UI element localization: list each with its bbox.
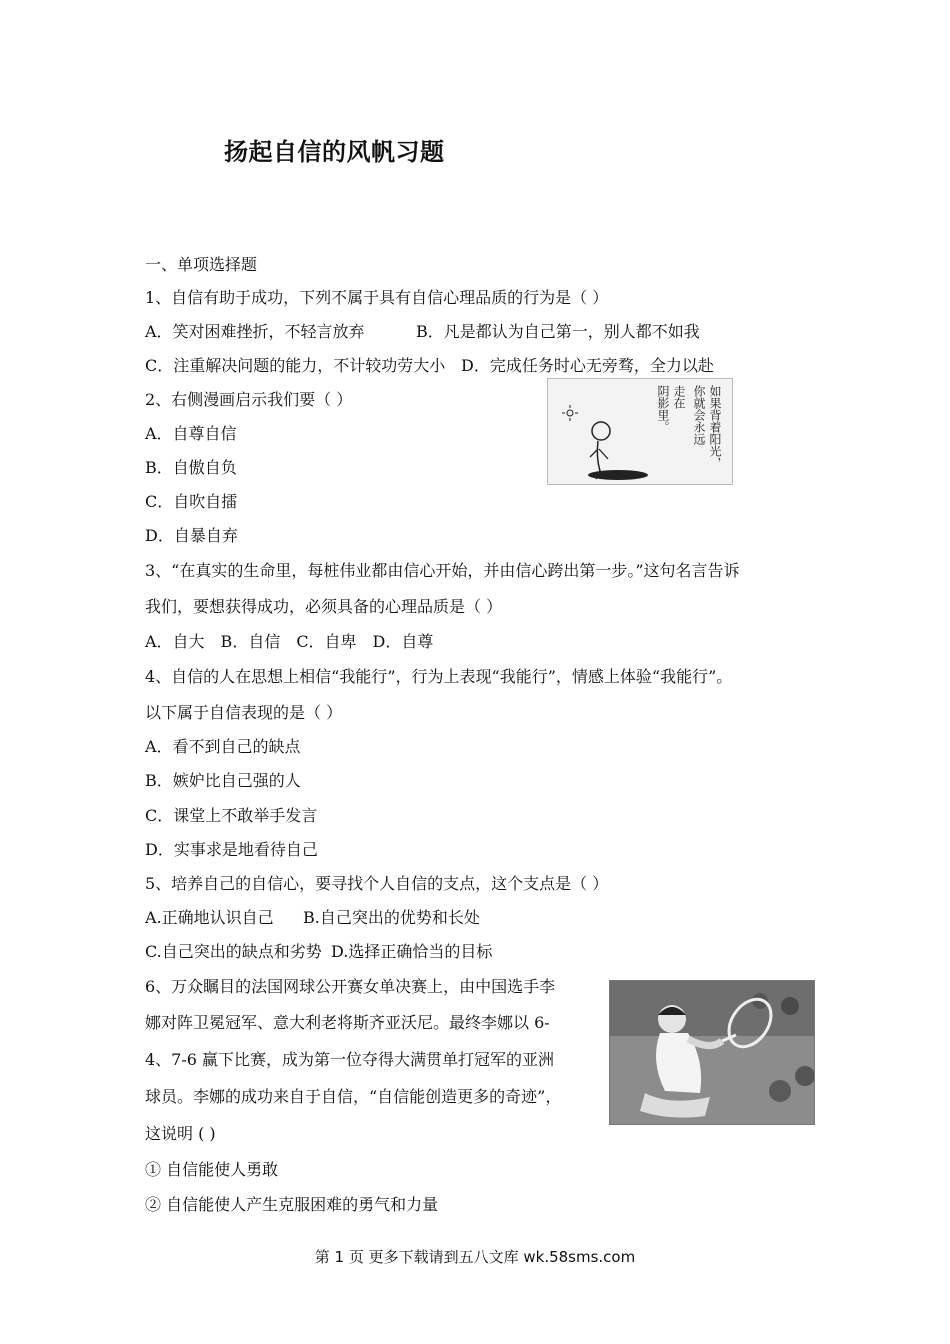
q6-option-2: ② 自信能使人产生克服困难的勇气和力量 bbox=[145, 1195, 439, 1214]
section-heading: 一、单项选择题 bbox=[145, 255, 258, 274]
q5-option-c: C.自己突出的缺点和劣势 bbox=[145, 942, 322, 961]
q1-stem: 1、自信有助于成功，下列不属于具有自信心理品质的行为是（ ） bbox=[145, 288, 609, 307]
q4-option-d: D．实事求是地看待自己 bbox=[145, 840, 318, 859]
q2-option-b: B．自傲自负 bbox=[145, 458, 237, 477]
q4-stem-line1: 4、自信的人在思想上相信“我能行”，行为上表现“我能行”，情感上体验“我能行”。 bbox=[145, 667, 733, 686]
tennis-photo bbox=[609, 980, 815, 1125]
q4-option-c: C．课堂上不敢举手发言 bbox=[145, 806, 318, 825]
q6-stem-line3: 4、7-6 赢下比赛，成为第一位夺得大满贯单打冠军的亚洲 bbox=[145, 1050, 555, 1069]
comic-figure-icon bbox=[548, 379, 734, 486]
q6-option-1: ① 自信能使人勇敢 bbox=[145, 1160, 279, 1179]
comic-text: 走在 bbox=[672, 385, 686, 409]
page-footer: 第 1 页 更多下载请到五八文库 wk.58sms.com bbox=[314, 1248, 636, 1266]
q3-options: A．自大 B．自信 C．自卑 D．自尊 bbox=[145, 632, 434, 651]
q5-option-a: A.正确地认识自己 bbox=[145, 908, 274, 927]
q3-stem-line1: 3、“在真实的生命里，每桩伟业都由信心开始，并由信心跨出第一步。”这句名言告诉 bbox=[145, 561, 740, 580]
comic-image bbox=[547, 378, 733, 485]
q1-option-b: B．凡是都认为自己第一，别人都不如我 bbox=[416, 322, 700, 341]
comic-text: 你就会永远 bbox=[692, 385, 706, 445]
q2-option-a: A．自尊自信 bbox=[145, 424, 237, 443]
q1-option-d: D．完成任务时心无旁骛，全力以赴 bbox=[461, 356, 714, 375]
q5-stem: 5、培养自己的自信心，要寻找个人自信的支点，这个支点是（ ） bbox=[145, 874, 609, 893]
q2-option-d: D．自暴自弃 bbox=[145, 526, 238, 545]
tennis-player-icon bbox=[610, 981, 815, 1125]
q3-stem-line2: 我们，要想获得成功，必须具备的心理品质是（ ） bbox=[145, 597, 503, 616]
q5-option-b: B.自己突出的优势和长处 bbox=[303, 908, 480, 927]
q2-option-c: C．自吹自擂 bbox=[145, 492, 238, 511]
q6-stem-line4: 球员。李娜的成功来自于自信，“自信能创造更多的奇迹”， bbox=[145, 1087, 562, 1106]
page-title: 扬起自信的风帆习题 bbox=[224, 138, 445, 166]
q4-stem-line2: 以下属于自信表现的是（ ） bbox=[145, 703, 343, 722]
q6-stem-line5: 这说明 ( ) bbox=[145, 1124, 216, 1143]
q6-stem-line2: 娜对阵卫冕冠军、意大利老将斯齐亚沃尼。最终李娜以 6- bbox=[145, 1013, 550, 1032]
q6-stem-line1: 6、万众瞩目的法国网球公开赛女单决赛上，由中国选手李 bbox=[145, 977, 556, 996]
comic-text: 如果背着阳光， bbox=[708, 385, 722, 469]
q1-option-a: A．笑对困难挫折，不轻言放弃 bbox=[145, 322, 365, 341]
q1-option-c: C．注重解决问题的能力，不计较功劳大小 bbox=[145, 356, 446, 375]
q4-option-a: A．看不到自己的缺点 bbox=[145, 737, 301, 756]
q4-option-b: B．嫉妒比自己强的人 bbox=[145, 771, 301, 790]
q5-option-d: D.选择正确恰当的目标 bbox=[331, 942, 493, 961]
q2-stem: 2、右侧漫画启示我们要（ ） bbox=[145, 390, 353, 409]
comic-text: 阴影里。 bbox=[656, 385, 670, 433]
